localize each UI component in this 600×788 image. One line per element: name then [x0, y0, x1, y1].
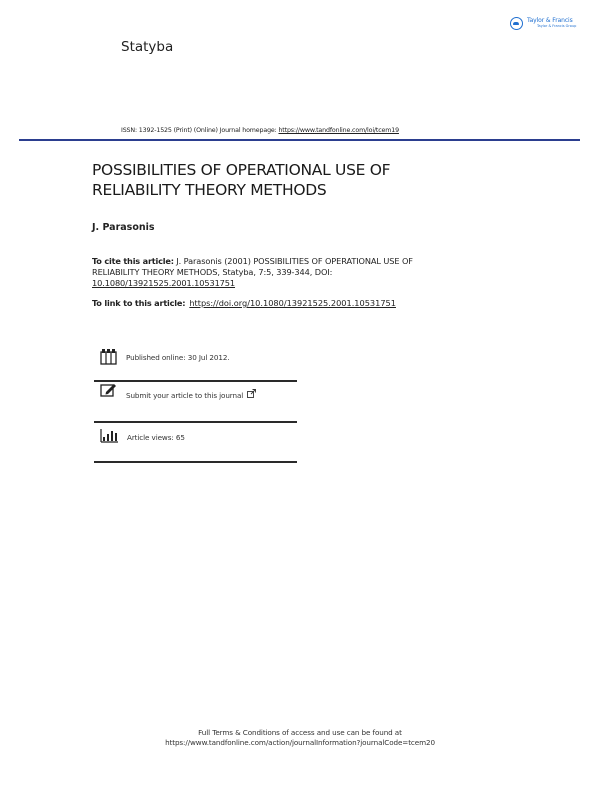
article-link-label: To link to this article:: [92, 298, 186, 308]
taylor-francis-logo-icon: [510, 17, 523, 30]
publisher-subtitle: Taylor & Francis Group: [537, 24, 577, 29]
publisher-name: Taylor & Francis: [527, 17, 573, 25]
journal-homepage-link[interactable]: https://www.tandfonline.com/loi/tcem19: [278, 127, 399, 134]
submit-article-row[interactable]: [100, 387, 256, 400]
edit-icon: [100, 382, 117, 399]
citation-doi-link[interactable]: 10.1080/13921525.2001.10531751: [92, 278, 236, 288]
meta-divider: [94, 461, 297, 463]
citation-text: J. Parasonis (2001) POSSIBILITIES OF OPERATIONAL USE OF RELIABILITY THEORY METHODS, Statyba, 7:5, 339-344, DOI:: [92, 256, 413, 277]
published-online-row: [100, 348, 229, 367]
external-link-icon[interactable]: [247, 389, 256, 400]
bar-chart-icon: [100, 429, 118, 445]
citation-block: [92, 256, 432, 289]
issn-line: [121, 127, 399, 134]
header-divider: [19, 139, 580, 141]
publisher-logo: [510, 17, 576, 30]
meta-divider: [94, 421, 297, 423]
article-views-row: [100, 429, 185, 445]
issn-text: ISSN: 1392-1525 (Print) (Online) Journal homepage:: [121, 127, 279, 134]
terms-url[interactable]: https://www.tandfonline.com/action/journalInformation?journalCode=tcem20: [165, 738, 435, 747]
article-link-line: [92, 298, 396, 308]
article-title: POSSIBILITIES OF OPERATIONAL USE OF RELIABILITY THEORY METHODS: [92, 161, 391, 199]
terms-footer: [100, 728, 500, 748]
article-views-text: Article views: 65: [127, 432, 185, 442]
article-doi-url[interactable]: https://doi.org/10.1080/13921525.2001.10531751: [189, 298, 396, 308]
calendar-icon: [100, 348, 117, 367]
meta-divider: [94, 380, 297, 382]
terms-text: Full Terms & Conditions of access and use can be found at: [198, 728, 402, 737]
citation-label: To cite this article:: [92, 256, 174, 266]
published-online-text: Published online: 30 Jul 2012.: [126, 353, 230, 362]
journal-title: Statyba: [121, 39, 174, 55]
article-author: J. Parasonis: [92, 222, 155, 233]
submit-article-link[interactable]: Submit your article to this journal: [126, 391, 244, 400]
